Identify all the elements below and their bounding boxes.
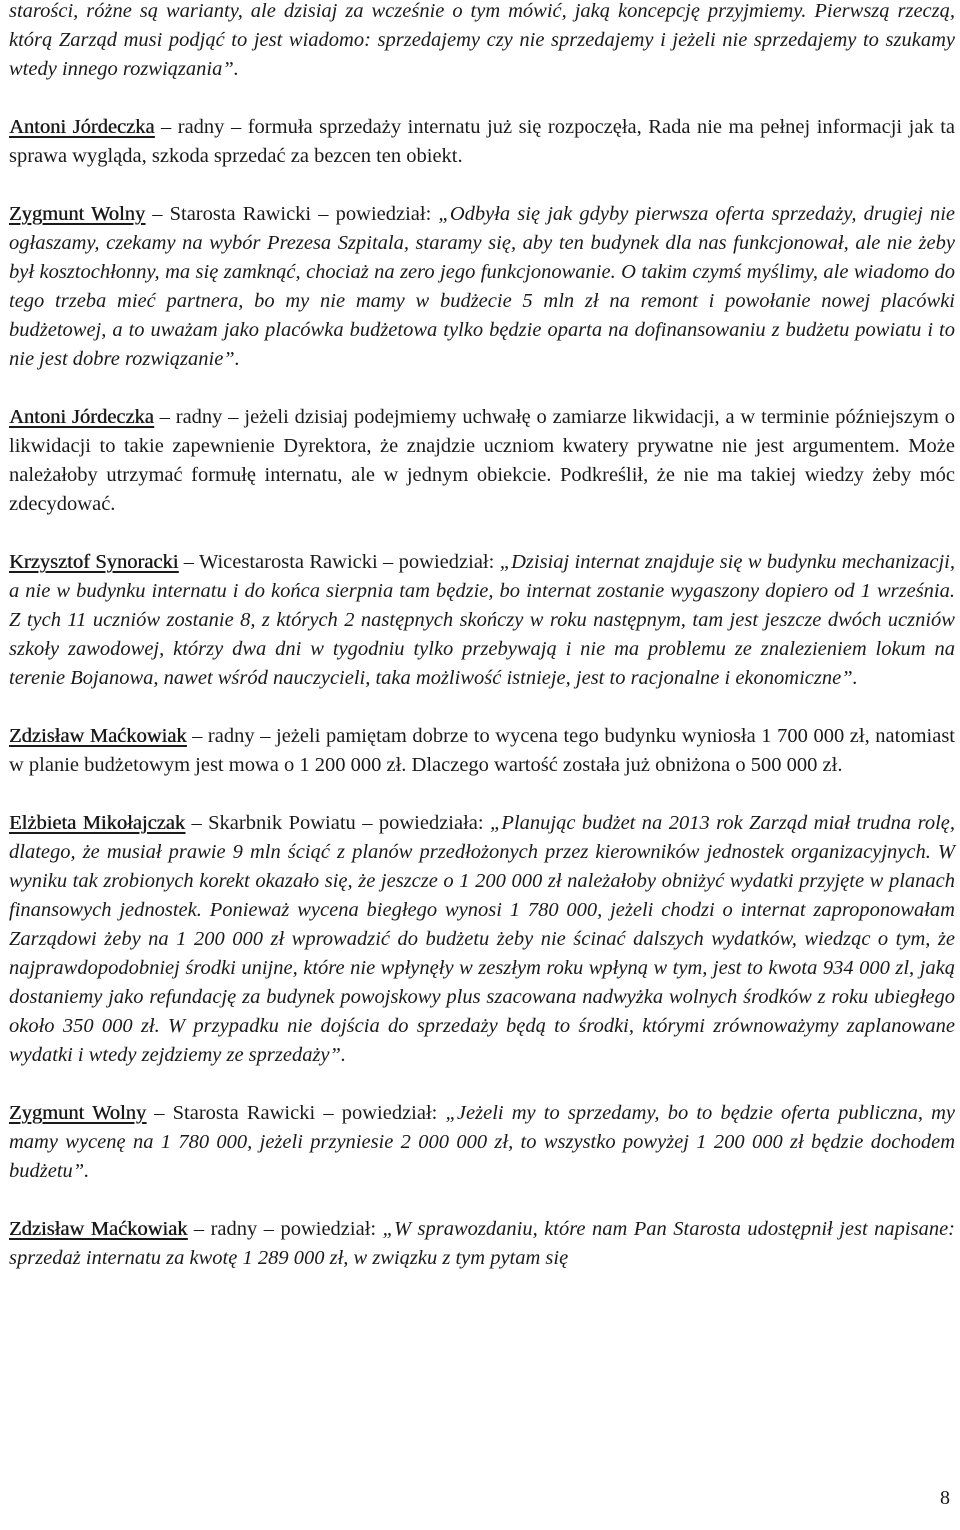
- paragraph-text: – radny – formuła sprzedaży internatu już się rozpoczęła, Rada nie ma pełnej informacji jak ta sprawa wygląda, szkoda sprzedać za bezcen ten obiekt.: [9, 116, 956, 167]
- quote-text: „Jeżeli my to sprzedamy, bo to będzie oferta publiczna, my mamy wycenę na 1 780 000, jeżeli przyniesie 2 000 000 zł, to wszystko powyżej 1 200 000 zł będzie dochodem budżetu”.: [9, 1102, 955, 1182]
- paragraph-text: starości, różne są warianty, ale dzisiaj za wcześnie o tym mówić, jaką koncepcję przyjmiemy. Pierwszą rzeczą, którą Zarząd musi podjąć to jest wiadomo: sprzedajemy czy nie sprzedajemy i jeżeli nie sprzedajemy to szukamy wtedy innego rozwiązania”.: [9, 0, 955, 80]
- speaker-name: Krzysztof Synoracki: [9, 551, 179, 573]
- paragraph-mikolajczak: [9, 809, 955, 1070]
- paragraph-continuation: [9, 0, 955, 84]
- paragraph-mackowiak-1: [9, 722, 955, 780]
- speaker-name: Antoni Jórdeczka: [9, 116, 155, 138]
- document-page: [9, 0, 955, 1273]
- quote-text: „W sprawozdaniu, które nam Pan Starosta udostępnił jest napisane: sprzedaż internatu za kwotę 1 289 000 zł, w związku z tym pytam się: [9, 1218, 955, 1269]
- quote-text: „Planując budżet na 2013 rok Zarząd miał trudna rolę, dlatego, że musiał prawie 9 mln ściąć z planów przedłożonych przez kierowników jednostek organizacyjnych. W wyniku tak zrobionych korekt okazało się, że jeszcze o 1 200 000 zł należałoby obniżyć wydatki przyjęte w planach finansowych jednostek. Ponieważ wycena biegłego wynosi 1 780 000, jeżeli chodzi o internat zaproponowałam Zarządowi żeby na 1 200 000 zł wprowadzić do budżetu żeby nie ścinać dalszych wydatków, wiedząc o tym, że najprawdopodobniej środki unijne, które nie wpłynęły w zeszłym roku wpłyną w tym, jest to kwota 934 000 zl, jaką dostaniemy jako refundację za budynek powojskowy plus szacowana nadwyżka wolnych środków z roku ubiegłego około 350 000 zł. W przypadku nie dojścia do sprzedaży będą to środki, którymi zrównoważymy zaplanowane wydatki i wtedy zejdziemy ze sprzedaży”.: [9, 812, 955, 1066]
- quote-text: „Dzisiaj internat znajduje się w budynku mechanizacji, a nie w budynku internatu i do końca sierpnia tam będzie, bo internat zostanie wygaszony dopiero od 1 września. Z tych 11 uczniów zostanie 8, z których 2 następnych skończy w roku następnym, tam jest jeszcze dwóch uczniów szkoły zawodowej, którzy dwa dni w tygodniu tylko przebywają i nie ma problemu ze znalezieniem lokum na terenie Bojanowa, nawet wśród nauczycieli, taka możliwość istnieje, jest to racjonalne i ekonomiczne”.: [9, 551, 955, 689]
- paragraph-text: – radny – jeżeli pamiętam dobrze to wycena tego budynku wyniosła 1 700 000 zł, natomiast w planie budżetowym jest mowa o 1 200 000 zł. Dlaczego wartość została już obniżona o 500 000 zł.: [9, 725, 956, 776]
- speaker-name: Zygmunt Wolny: [9, 1102, 147, 1124]
- speaker-name: Antoni Jórdeczka: [9, 406, 154, 428]
- paragraph-mackowiak-2: [9, 1215, 955, 1273]
- paragraph-text: – Starosta Rawicki – powiedział:: [146, 1102, 446, 1124]
- paragraph-text: – Wicestarosta Rawicki – powiedział:: [178, 551, 500, 573]
- quote-text: „Odbyła się jak gdyby pierwsza oferta sprzedaży, drugiej nie ogłaszamy, czekamy na wybór Prezesa Szpitala, staramy się, aby ten budynek dla nas funkcjonował, ale nie żeby był kosztochłonny, ma się zamknąć, chociaż na zero jego funkcjonowanie. O takim czymś myślimy, ale wiadomo do tego trzeba mieć partnera, bo my nie mamy w budżecie 5 mln zł na remont i powołanie nowej placówki budżetowej, a to uważam jako placówka budżetowa tylko będzie oparta na dofinansowaniu z budżetu powiatu i to nie jest dobre rozwiązanie”.: [9, 203, 956, 370]
- paragraph-jordeczka-2: [9, 403, 955, 519]
- speaker-name: Zdzisław Maćkowiak: [9, 725, 187, 747]
- paragraph-synoracki: [9, 548, 955, 693]
- paragraph-text: – radny – powiedział:: [187, 1218, 383, 1240]
- speaker-name: Zygmunt Wolny: [9, 203, 146, 225]
- paragraph-wolny-2: [9, 1099, 955, 1186]
- page-number: 8: [940, 1487, 950, 1509]
- paragraph-text: – Skarbnik Powiatu – powiedziała:: [185, 812, 491, 834]
- paragraph-wolny-1: [9, 200, 955, 374]
- paragraph-text: – radny – jeżeli dzisiaj podejmiemy uchwałę o zamiarze likwidacji, a w terminie późniejszym o likwidacji to takie zapewnienie Dyrektora, że znajdzie uczniom kwatery prywatne nie jest argumentem. Może należałoby utrzymać formułę internatu, ale w jednym obiekcie. Podkreślił, że nie ma takiej wiedzy żeby móc zdecydować.: [9, 406, 955, 515]
- paragraph-jordeczka-1: [9, 113, 955, 171]
- speaker-name: Elżbieta Mikołajczak: [9, 812, 186, 834]
- paragraph-text: – Starosta Rawicki – powiedział:: [145, 203, 439, 225]
- speaker-name: Zdzisław Maćkowiak: [9, 1218, 188, 1240]
